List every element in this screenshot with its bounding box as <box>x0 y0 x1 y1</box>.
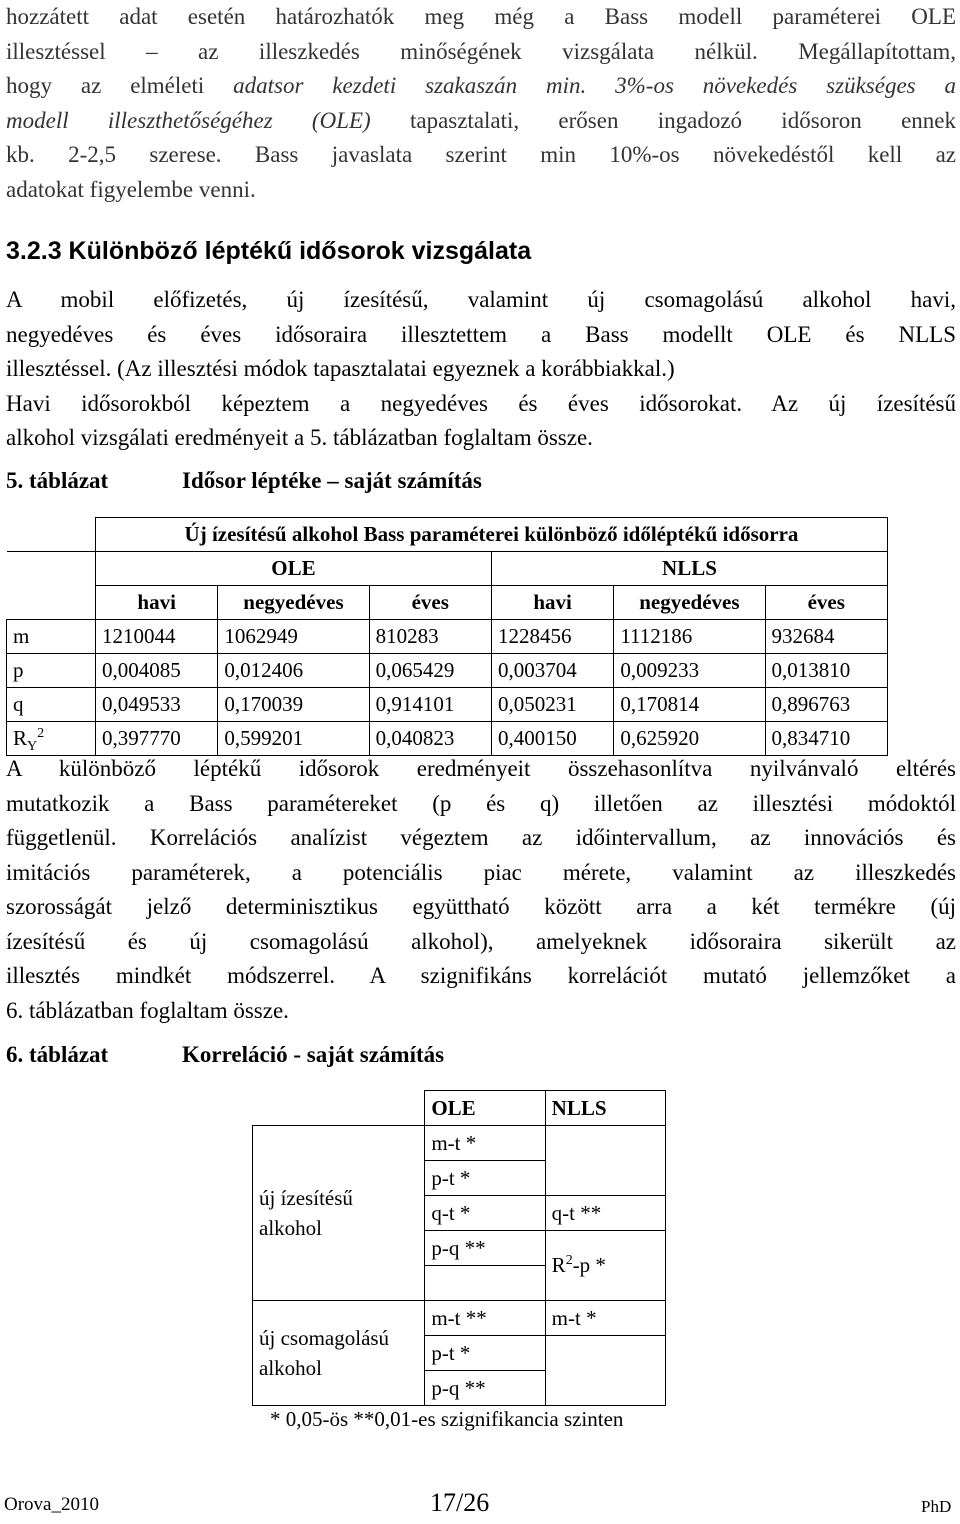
table5-title: Új ízesítésű alkohol Bass paraméterei különböző időléptékű idősorra <box>96 518 888 552</box>
table5-caption <box>6 466 482 496</box>
row-label-sup: 2 <box>37 726 45 741</box>
text-line: illesztéssel. (Az illesztési módok tapasztalatai egyeznek a korábbiakkal.) <box>6 356 675 381</box>
table-cell: 0,170814 <box>614 688 765 722</box>
table-row <box>7 620 888 654</box>
table-cell: 932684 <box>765 620 888 654</box>
text-line: A különböző léptékű idősorok eredményeit összehasonlítva nyilvánvaló eltérés <box>6 756 956 781</box>
table-cell: q-t ** <box>545 1196 665 1231</box>
table-cell: 0,040823 <box>369 722 491 756</box>
footer-degree: PhD <box>921 1497 952 1516</box>
table-cell: 1112186 <box>614 620 765 654</box>
row-label-sub: Y <box>27 739 38 755</box>
row-label: m <box>7 620 96 654</box>
row-label: q <box>7 688 96 722</box>
text-line: mutatkozik a Bass paramétereket (p és q) illetően az illesztési módoktól <box>6 790 956 816</box>
text-line <box>6 69 956 104</box>
section-heading: 3.2.3 Különböző léptékű idősorok vizsgálata <box>6 237 532 265</box>
table-cell-empty <box>7 518 96 552</box>
table-cell-empty <box>253 1091 425 1126</box>
analysis-paragraph <box>6 752 956 1028</box>
table-row <box>253 1301 666 1336</box>
table-cell <box>545 1126 665 1196</box>
table-cell: 0,400150 <box>491 722 613 756</box>
table-cell: q-t * <box>425 1196 545 1231</box>
row-label-main: R <box>13 726 28 750</box>
r2-sup: 2 <box>565 1253 573 1268</box>
table-cell: 810283 <box>369 620 491 654</box>
table-cell: 0,004085 <box>96 654 218 688</box>
table-cell <box>545 1336 665 1406</box>
italic-fragment: adatsor kezdeti szakaszán min. 3%-os növekedés szükséges a <box>233 73 956 98</box>
row-label: p <box>7 654 96 688</box>
table-cell: m-t * <box>545 1301 665 1336</box>
table-row <box>253 1091 666 1126</box>
table-cell: 0,009233 <box>614 654 765 688</box>
table-cell <box>425 1266 545 1301</box>
text-fragment: tapasztalati, erősen ingadozó idősoron ennek <box>370 107 956 133</box>
italic-fragment: modell illeszthetőségéhez (OLE) <box>6 107 371 133</box>
table6-group-label: új csomagolású alkohol <box>253 1301 425 1406</box>
text-line: A mobil előfizetés, új ízesítésű, valamint új csomagolású alkohol havi, <box>6 287 956 312</box>
table-cell <box>545 1231 665 1301</box>
table6 <box>252 1090 666 1406</box>
table6-footnote: * 0,05-ös **0,01-es szignifikancia szinten <box>270 1407 624 1431</box>
table-cell: 0,914101 <box>369 688 491 722</box>
table-cell: 1228456 <box>491 620 613 654</box>
table5-subheader: éves <box>765 586 888 620</box>
table5 <box>6 517 888 756</box>
table6-caption-title: Korreláció - saját számítás <box>182 1042 445 1067</box>
table5-subheader: havi <box>96 586 218 620</box>
table-cell: 0,397770 <box>96 722 218 756</box>
table-row <box>7 552 888 586</box>
text-line: negyedéves és éves idősoraira illesztettem a Bass modellt OLE és NLLS <box>6 321 956 347</box>
table-row <box>7 518 888 552</box>
table6-group-label: új ízesítésű alkohol <box>253 1126 425 1301</box>
table-cell: p-q ** <box>425 1231 545 1266</box>
table5-caption-number: 5. táblázat <box>6 468 109 493</box>
text-line <box>6 104 956 139</box>
table-cell: 0,012406 <box>218 654 369 688</box>
table-row <box>253 1126 666 1161</box>
table-cell: 1062949 <box>218 620 369 654</box>
table5-subheader: éves <box>369 586 491 620</box>
table-cell: 0,625920 <box>614 722 765 756</box>
text-line: kb. 2-2,5 szerese. Bass javaslata szerint min 10%-os növekedéstől kell az <box>6 142 956 167</box>
footer-author: Orova_2010 <box>4 1494 99 1515</box>
table-cell: m-t ** <box>425 1301 545 1336</box>
table5-group-nlls: NLLS <box>491 552 887 586</box>
top-paragraph <box>6 0 956 207</box>
text-line: imitációs paraméterek, a potenciális piac mérete, valamint az illeszkedés <box>6 859 956 885</box>
table5-group-ole: OLE <box>96 552 492 586</box>
table-row <box>7 722 888 756</box>
table6-header-nlls: NLLS <box>545 1091 665 1126</box>
text-line: 6. táblázatban foglaltam össze. <box>6 997 289 1023</box>
table-cell: 0,003704 <box>491 654 613 688</box>
table-cell: m-t * <box>425 1126 545 1161</box>
table-cell: 0,896763 <box>765 688 888 722</box>
table-cell: 0,050231 <box>491 688 613 722</box>
table-cell: 0,065429 <box>369 654 491 688</box>
table-cell: p-t * <box>425 1161 545 1196</box>
text-line: alkohol vizsgálati eredményeit a 5. táblázatban foglaltam össze. <box>6 425 593 450</box>
table-cell-empty <box>7 552 96 586</box>
table-cell: 0,049533 <box>96 688 218 722</box>
table-cell: p-q ** <box>425 1371 545 1406</box>
table5-caption-title: Idősor léptéke – saját számítás <box>182 468 482 493</box>
table-row <box>7 586 888 620</box>
table-cell: 1210044 <box>96 620 218 654</box>
table-cell: 0,013810 <box>765 654 888 688</box>
table-cell-empty <box>7 586 96 620</box>
text-line: adatokat figyelembe venni. <box>6 176 256 202</box>
table-row <box>7 688 888 722</box>
text-line: hozzátett adat esetén határozhatók meg még a Bass modell paraméterei OLE <box>6 4 956 29</box>
text-line: szorosságát jelző determinisztikus együttható között arra a két termékre (új <box>6 894 956 919</box>
table6-caption-number: 6. táblázat <box>6 1042 109 1067</box>
text-line: ízesítésű és új csomagolású alkohol), amelyeknek idősoraira sikerült az <box>6 928 956 954</box>
table-cell: 0,599201 <box>218 722 369 756</box>
table-cell: p-t * <box>425 1336 545 1371</box>
text-line: illesztés mindkét módszerrel. A szignifikáns korrelációt mutató jellemzőket a <box>6 963 956 988</box>
r2-rest: -p * <box>572 1253 606 1277</box>
table-row <box>7 654 888 688</box>
table-cell: 0,834710 <box>765 722 888 756</box>
table5-subheader: negyedéves <box>614 586 765 620</box>
table-cell: 0,170039 <box>218 688 369 722</box>
table5-subheader: negyedéves <box>218 586 369 620</box>
table6-header-ole: OLE <box>425 1091 545 1126</box>
r2-main: R <box>551 1253 566 1277</box>
footer-page-number: 17/26 <box>430 1488 490 1517</box>
table5-subheader: havi <box>491 586 613 620</box>
row-label <box>7 722 96 756</box>
text-line: illesztéssel – az illeszkedés minőségének vizsgálata nélkül. Megállapítottam, <box>6 38 956 64</box>
text-fragment: hogy az elméleti <box>6 73 234 98</box>
table6-caption <box>6 1040 444 1070</box>
intro-paragraph <box>6 283 956 456</box>
text-line: függetlenül. Korrelációs analízist végeztem az időintervallum, az innovációs és <box>6 825 956 850</box>
text-line: Havi idősorokból képeztem a negyedéves és éves idősorokat. Az új ízesítésű <box>6 390 956 416</box>
